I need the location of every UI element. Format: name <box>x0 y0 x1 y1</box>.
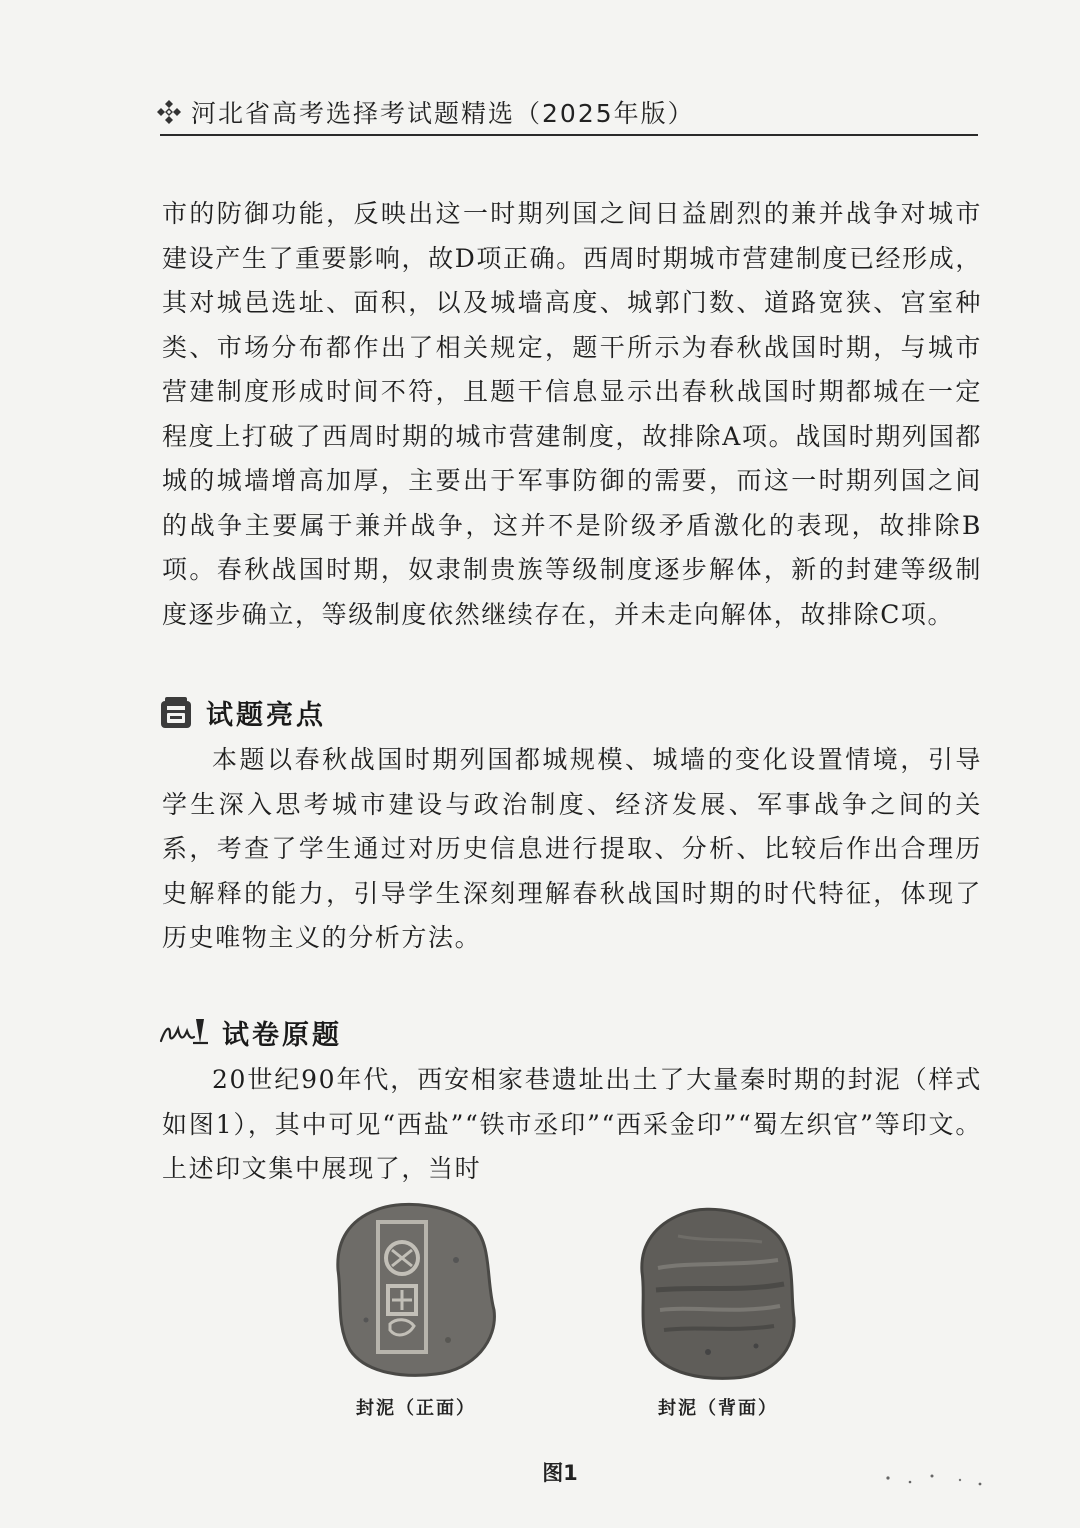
figure-label: 图1 <box>542 1461 578 1485</box>
highlights-paragraph: 本题以春秋战国时期列国都城规模、城墙的变化设置情境，引导学生深入思考城市建设与政治制度、经济发展、军事战争之间的关系，考查了学生通过对历史信息进行提取、分析、比较后作出合理历史解释的能力，引导学生深刻理解春秋战国时期的时代特征，体现了历史唯物主义的分析方法。 <box>162 745 982 952</box>
diamond-ornament-icon <box>155 98 183 126</box>
clay-seal-back-image <box>638 1206 798 1382</box>
question-stem: 20世纪90年代，西安相家巷遗址出土了大量秦时期的封泥（样式如图1），其中可见“西盐”“铁市丞印”“西采金印”“蜀左织官”等印文。上述印文集中展现了，当时 <box>162 1065 982 1183</box>
caption-front: 封泥（正面） <box>356 1398 476 1419</box>
caption-back: 封泥（背面） <box>658 1398 778 1419</box>
original-question-heading-label: 试卷原题 <box>222 1019 342 1051</box>
signature-pen-icon <box>158 1015 210 1049</box>
clay-seal-front-image <box>336 1200 496 1380</box>
original-question-heading <box>158 1012 342 1052</box>
highlights-heading <box>158 692 326 732</box>
book-title: 河北省高考选择考试题精选（2025年版） <box>191 99 695 128</box>
scan-specks <box>880 1470 990 1490</box>
notebook-icon <box>158 694 194 730</box>
running-header <box>155 92 985 132</box>
header-divider <box>160 134 978 136</box>
highlights-heading-label: 试题亮点 <box>206 699 326 731</box>
analysis-paragraph: 市的防御功能，反映出这一时期列国之间日益剧烈的兼并战争对城市建设产生了重要影响，故D项正确。西周时期城市营建制度已经形成，其对城邑选址、面积，以及城墙高度、城郭门数、道路宽狭、宫室种类、市场分布都作出了相关规定，题干所示为春秋战国时期，与城市营建制度形成时间不符，且题干信息显示出春秋战国时期都城在一定程度上打破了西周时期的城市营建制度，故排除A项。战国时期列国都城的城墙增高加厚，主要出于军事防御的需要，而这一时期列国之间的战争主要属于兼并战争，这并不是阶级矛盾激化的表现，故排除B项。春秋战国时期，奴隶制贵族等级制度逐步解体，新的封建等级制度逐步确立，等级制度依然继续存在，并未走向解体，故排除C项。 <box>162 199 982 629</box>
